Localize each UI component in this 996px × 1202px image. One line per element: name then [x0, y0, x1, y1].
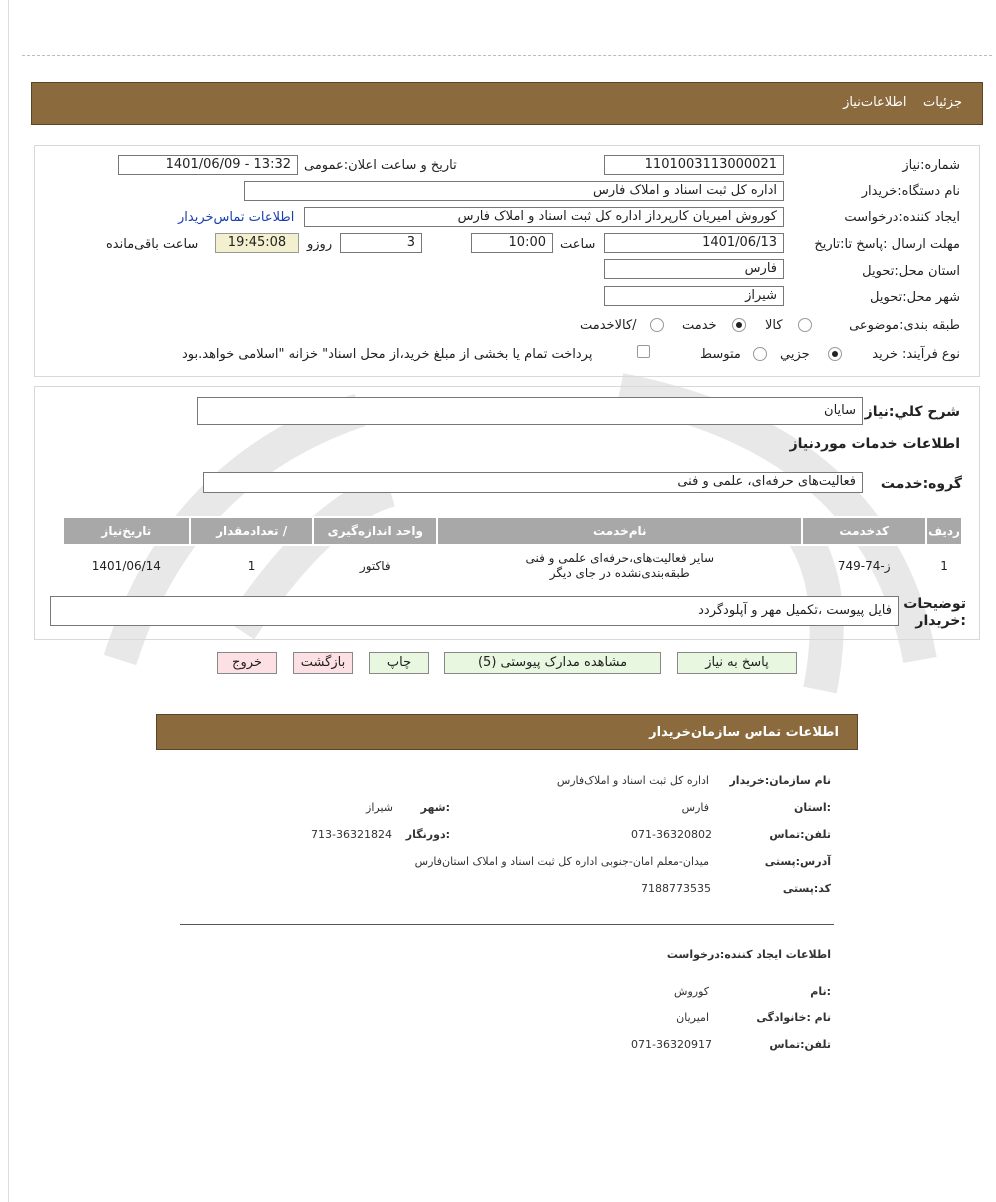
contact-phone-label: تلفن:تماس	[769, 828, 831, 841]
buyer-contact-link[interactable]: اطلاعات تماس‌خریدار	[178, 210, 295, 225]
contact-divider	[180, 924, 834, 925]
cell-quantity: 1	[247, 558, 256, 573]
service-group-field[interactable]: فعالیت‌های حرفه‌ای، علمی و فنی	[203, 472, 863, 493]
deadline-time-label: ساعت	[560, 237, 596, 252]
category-goods-service-radio[interactable]	[650, 318, 664, 332]
col-unit: واحد اندازه‌گیری	[313, 517, 437, 545]
table-header-row	[63, 517, 962, 545]
contact-address-label: آدرس:پستی	[764, 855, 831, 868]
contact-fax-value: 713-36321824	[311, 828, 392, 841]
cell-unit: فاکتور	[359, 558, 391, 573]
top-divider	[22, 55, 992, 56]
category-label: طبقه بندی:موضوعی	[849, 318, 960, 333]
print-button[interactable]: چاپ	[369, 652, 429, 674]
deadline-time-field[interactable]: 10:00	[471, 233, 553, 253]
col-service-name: نام‌خدمت	[437, 517, 802, 545]
tab-need-info[interactable]: اطلاعات‌نیاز	[843, 95, 907, 110]
process-label: نوع فرآیند: خرید	[872, 347, 960, 362]
remaining-time: 19:45:08	[215, 233, 299, 253]
creator-family-label: نام :خانوادگی	[756, 1011, 831, 1024]
province-label: استان محل:تحویل	[862, 264, 960, 279]
creator-phone-value: 071-36320917	[631, 1038, 712, 1051]
buyer-org-field[interactable]: اداره کل ثبت اسناد و املاک فارس	[244, 181, 784, 201]
tab-details[interactable]: جزئیات	[923, 95, 962, 110]
creator-phone-label: تلفن:تماس	[769, 1038, 831, 1051]
need-number-label: شماره:نیاز	[902, 158, 960, 173]
treasury-payment-checkbox[interactable]	[637, 345, 650, 358]
back-button[interactable]: بازگشت	[293, 652, 353, 674]
col-quantity: / تعدادمقدار	[190, 517, 314, 545]
contact-org-label: نام سازمان:خریدار	[729, 774, 831, 787]
contact-city-label: :شهر	[420, 801, 450, 814]
city-label: شهر محل:تحویل	[870, 290, 960, 305]
creator-name-label: :نام	[810, 985, 831, 998]
page-header-bar	[31, 82, 983, 125]
contact-postal-value: 7188773535	[641, 882, 711, 895]
category-goods-radio[interactable]	[798, 318, 812, 332]
col-service-code: کدخدمت	[802, 517, 926, 545]
need-info-panel	[34, 145, 980, 377]
buyer-org-label: نام دستگاه:خریدار	[861, 184, 960, 199]
need-number-field[interactable]: 1101003113000021	[604, 155, 784, 175]
creator-name-value: کوروش	[674, 985, 709, 998]
process-minor-radio[interactable]	[828, 347, 842, 361]
contact-province-value: فارس	[681, 801, 709, 814]
days-label: روزو	[307, 237, 333, 252]
contact-bar-title: اطلاعات تماس سازمان‌خریدار	[649, 725, 839, 740]
process-medium-text: متوسط	[700, 347, 741, 362]
deadline-label: مهلت ارسال :پاسخ تا:تاریخ	[814, 237, 960, 252]
table-row	[63, 545, 962, 585]
city-field[interactable]: شیراز	[604, 286, 784, 306]
exit-button[interactable]: خروج	[217, 652, 277, 674]
deadline-date-field[interactable]: 1401/06/13	[604, 233, 784, 253]
category-goods-text: کالا	[765, 318, 783, 333]
cell-service-code: ز-74-749	[837, 558, 891, 573]
province-field[interactable]: فارس	[604, 259, 784, 279]
contact-fax-label: :دورنگار	[405, 828, 450, 841]
services-title: اطلاعات خدمات موردنیاز	[789, 436, 960, 452]
contact-postal-label: کد:پستی	[782, 882, 831, 895]
service-group-label: گروه:خدمت	[880, 476, 962, 492]
contact-bar	[156, 714, 858, 750]
summary-label: شرح کلي:نیاز	[864, 404, 960, 420]
remaining-label: ساعت باقی‌مانده	[106, 237, 199, 252]
creator-family-value: امیریان	[676, 1011, 709, 1024]
page-left-border	[8, 0, 9, 1202]
view-attachments-button[interactable]: مشاهده مدارک پیوستی (5)	[444, 652, 661, 674]
days-field[interactable]: 3	[340, 233, 422, 253]
category-service-text: خدمت	[682, 318, 717, 333]
reply-button[interactable]: پاسخ به نیاز	[677, 652, 797, 674]
contact-phone-value: 071-36320802	[631, 828, 712, 841]
col-row: ردیف	[926, 517, 962, 545]
treasury-payment-text: پرداخت تمام یا بخشی از مبلغ خرید،از محل اسناد" خزانه "اسلامی خواهد.بود	[182, 347, 593, 362]
contact-city-value: شیراز	[366, 801, 393, 814]
cell-row: 1	[940, 558, 948, 573]
buyer-notes-label: توضیحات :خریدار	[903, 596, 966, 629]
announce-datetime-field[interactable]: 1401/06/09 - 13:32	[118, 155, 298, 175]
summary-field[interactable]: سایان	[197, 397, 863, 425]
services-table	[62, 516, 963, 585]
cell-service-name: سایر فعالیت‌های،حرفه‌ای علمی و فنی طبقه‌بندی‌نشده در جای دیگر	[525, 550, 715, 580]
contact-province-label: :استان	[794, 801, 831, 814]
creator-info-title: اطلاعات ایجاد کننده:درخواست	[666, 948, 831, 961]
creator-label: ایجاد کننده:درخواست	[844, 210, 960, 225]
category-service-radio[interactable]	[732, 318, 746, 332]
col-need-date: تاریخ‌نیاز	[63, 517, 190, 545]
process-minor-text: جزیي	[780, 347, 810, 362]
contact-org-value: اداره کل ثبت اسناد و املاک‌فارس	[556, 774, 709, 787]
header-tabs	[843, 95, 962, 110]
process-medium-radio[interactable]	[753, 347, 767, 361]
buyer-notes-field[interactable]: فایل پیوست ،تکمیل مهر و آپلودگردد	[50, 596, 899, 626]
contact-address-value: میدان-معلم امان-جنوبی اداره کل ثبت اسناد و املاک استان‌فارس	[414, 855, 709, 868]
cell-need-date: 1401/06/14	[91, 558, 161, 573]
category-goods-service-text: /کالاخدمت	[580, 318, 637, 333]
announce-label: تاریخ و ساعت اعلان:عمومی	[304, 158, 457, 173]
creator-field[interactable]: کوروش امیریان کارپرداز اداره کل ثبت اسناد و املاک فارس	[304, 207, 784, 227]
